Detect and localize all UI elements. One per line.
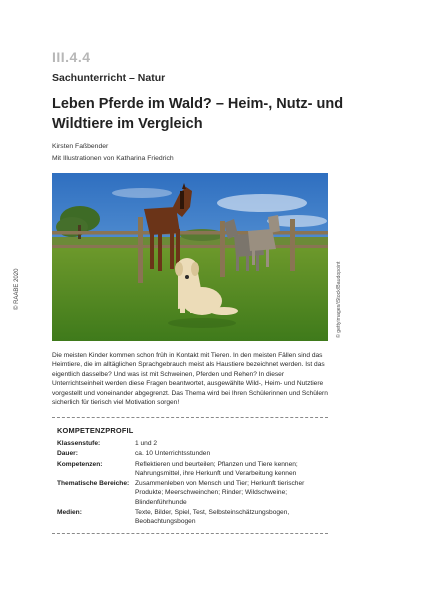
profile-label: Dauer: <box>57 450 78 458</box>
profile-row <box>57 439 327 448</box>
horse-dog-donkey-photo <box>52 173 328 341</box>
profile-label: Thematische Bereiche: <box>57 480 130 488</box>
profile-label: Klassenstufe: <box>57 440 101 447</box>
competence-profile-table <box>57 439 327 527</box>
profile-value: Reflektieren und beurteilen; Pflanzen und Tiere kennen; Nahrungsmittel, ihre Herkunft und Verarbeitung kennen <box>135 460 298 477</box>
profile-value: ca. 10 Unterrichtsstunden <box>135 450 211 458</box>
profile-value: Texte, Bilder, Spiel, Test, Selbsteinschätzungsbogen, Beobachtungsbogen <box>135 509 290 526</box>
page-title: Leben Pferde im Wald? – Heim-, Nutz- und Wildtiere im Vergleich <box>52 96 344 132</box>
cover-photo <box>52 173 328 341</box>
chapter-code: III.4.4 <box>52 49 91 65</box>
profile-label: Kompetenzen: <box>57 460 103 468</box>
side-copyright: © RAABE 2020 <box>14 268 20 310</box>
divider-bottom <box>52 533 328 534</box>
author: Kirsten Faßbender <box>52 143 109 150</box>
profile-value: Zusammenleben von Mensch und Tier; Herkunft tierischer Produkte; Meerschweinchen; Rinder; Wildschweine; Blindenführhunde <box>135 480 305 506</box>
profile-heading: KOMPETENZPROFIL <box>57 426 134 435</box>
illustrator-credit: Mit Illustrationen von Katharina Friedrich <box>52 155 174 162</box>
photo-credit: © gettyimages/iStock/Baudopoint <box>336 261 342 338</box>
profile-label: Medien: <box>57 509 82 517</box>
subject-line: Sachunterricht – Natur <box>52 72 166 84</box>
profile-row <box>57 460 327 479</box>
profile-value: 1 und 2 <box>135 440 157 447</box>
profile-row <box>57 508 327 527</box>
profile-row <box>57 479 327 507</box>
intro-paragraph: Die meisten Kinder kommen schon früh in Kontakt mit Tieren. In den meisten Fällen sind das Heimtiere, die im alltäglichen Sprachgebrauch meist als Haustiere bezeichnet werden. Ist das eigentlich dasselbe? Und was ist mit Schweinen, Pferden und Rehen? In dieser Unterrichtseinheit werden diese Fragen beantwortet, ausgewählte Wild-, Heim- und Nutztiere vorgestellt und voneinander abgegrenzt. Das Thema wird bei Ihren Schülerinnen und Schülern sicherlich für tierisch viel Motivation sorgen! <box>52 352 328 407</box>
divider-top <box>52 417 328 418</box>
profile-row <box>57 449 327 458</box>
